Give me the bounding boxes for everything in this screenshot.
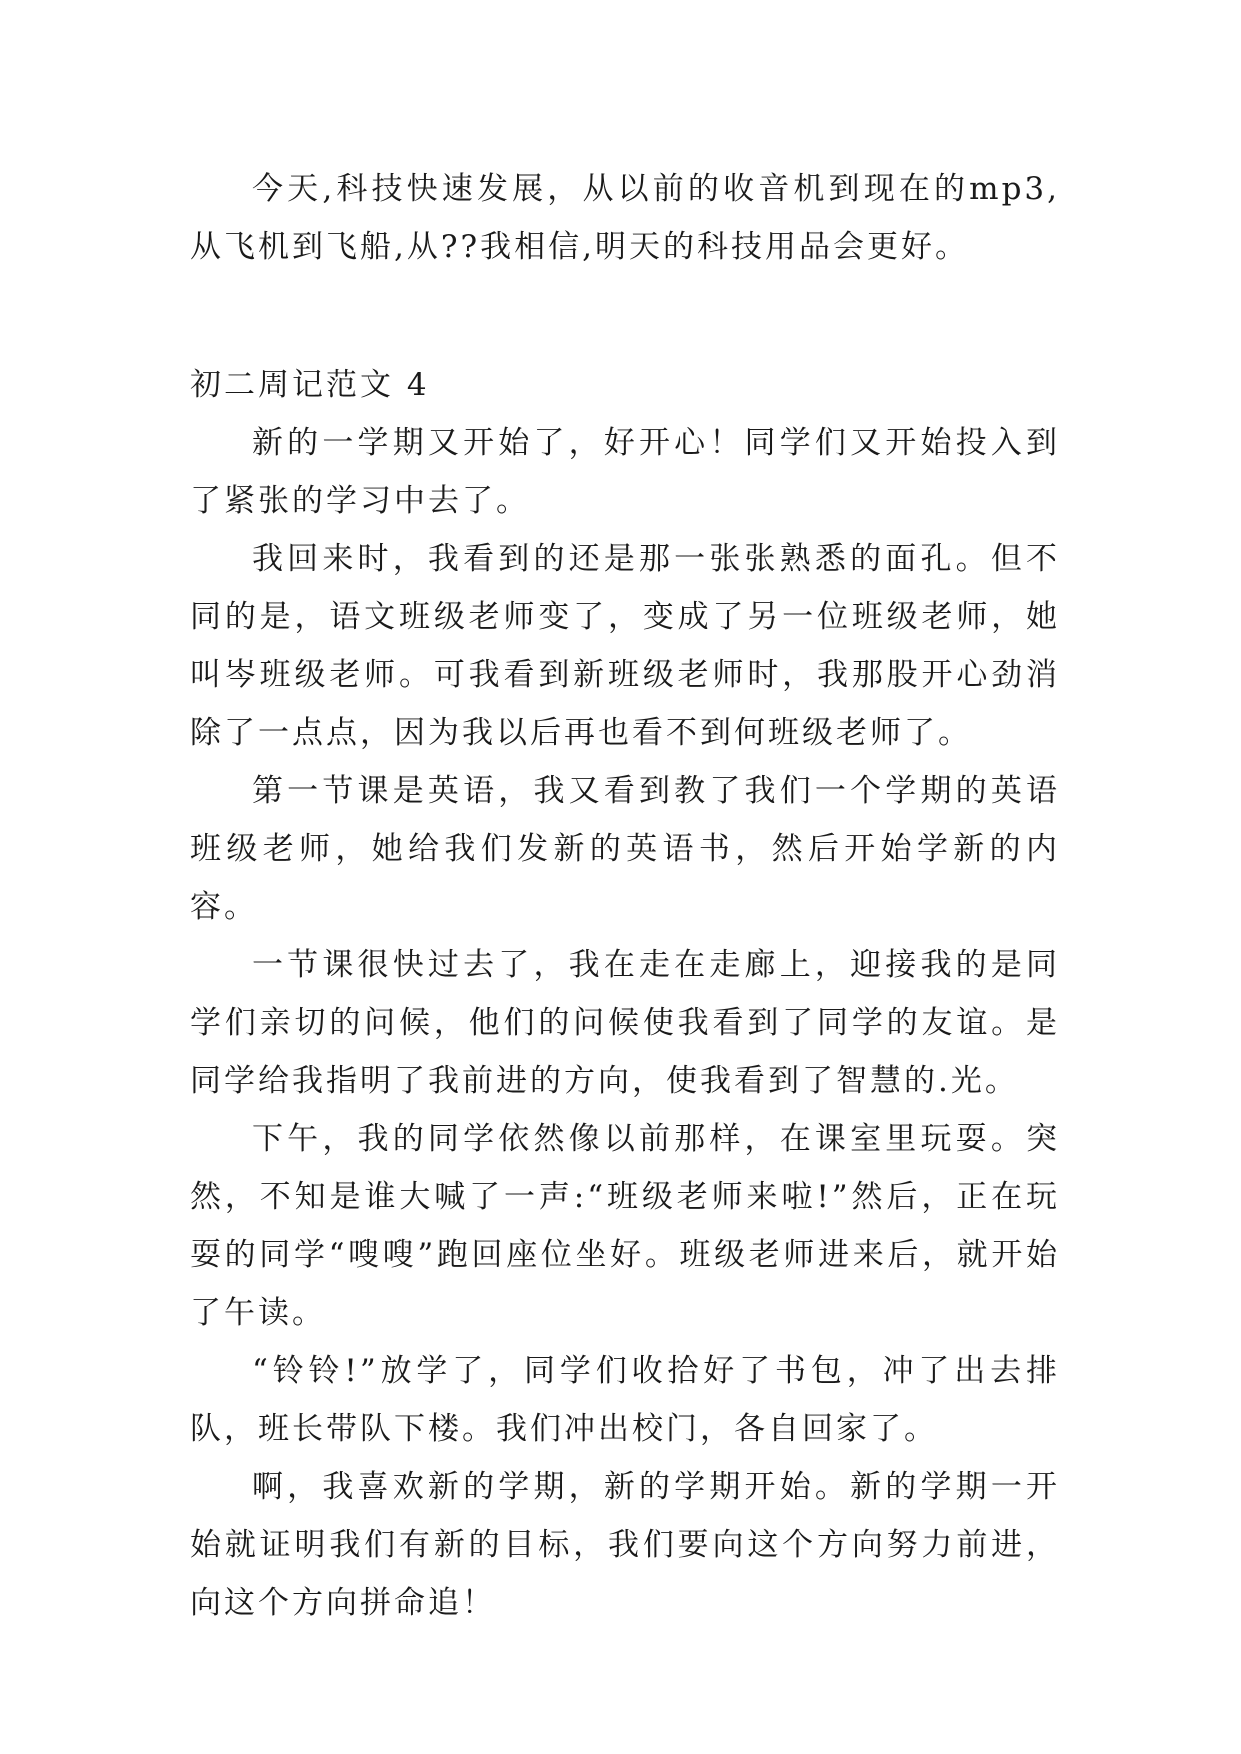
- intro-paragraph: 今天,科技快速发展，从以前的收音机到现在的mp3,从飞机到飞船,从??我相信,明天的科技用品会更好。: [190, 171, 1060, 265]
- paragraph-2: 我回来时，我看到的还是那一张张熟悉的面孔。但不同的是，语文班级老师变了，变成了另一位班级老师，她叫岑班级老师。可我看到新班级老师时，我那股开心劲消除了一点点，因为我以后再也看不到何班级老师了。: [190, 541, 1060, 751]
- document-body: [190, 160, 1060, 1632]
- section-spacer: [190, 276, 1060, 356]
- paragraph-5: 下午，我的同学依然像以前那样，在课室里玩耍。突然，不知是谁大喊了一声:“班级老师来啦!”然后，正在玩耍的同学“嗖嗖”跑回座位坐好。班级老师进来后，就开始了午读。: [190, 1121, 1060, 1331]
- paragraph-6: “铃铃!”放学了，同学们收拾好了书包，冲了出去排队，班长带队下楼。我们冲出校门，各自回家了。: [190, 1353, 1060, 1447]
- paragraph-4: 一节课很快过去了，我在走在走廊上，迎接我的是同学们亲切的问候，他们的问候使我看到了同学的友谊。是同学给我指明了我前进的方向，使我看到了智慧的.光。: [190, 947, 1060, 1099]
- section-heading: 初二周记范文 4: [190, 367, 430, 403]
- paragraph-3: 第一节课是英语，我又看到教了我们一个学期的英语班级老师，她给我们发新的英语书，然后开始学新的内容。: [190, 773, 1060, 925]
- paragraph-1: 新的一学期又开始了，好开心！同学们又开始投入到了紧张的学习中去了。: [190, 425, 1060, 519]
- paragraph-7: 啊，我喜欢新的学期，新的学期开始。新的学期一开始就证明我们有新的目标，我们要向这个方向努力前进，向这个方向拼命追！: [190, 1469, 1060, 1621]
